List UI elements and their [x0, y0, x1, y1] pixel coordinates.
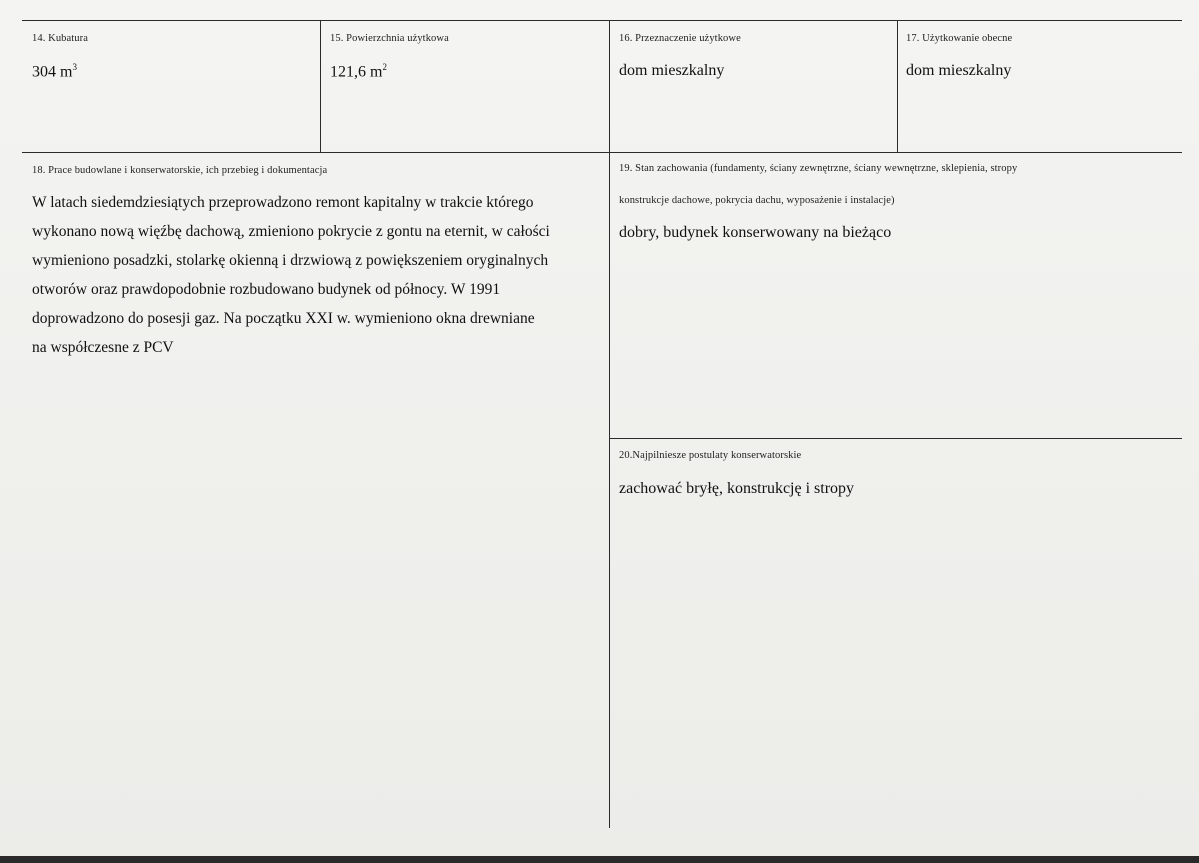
kubatura-value [32, 62, 77, 81]
row-divider-1 [22, 152, 1182, 153]
row-divider-2 [610, 438, 1182, 439]
prace-line-2: wykonano nową więźbę dachową, zmieniono pokrycie z gontu na eternit, w całości [32, 223, 550, 240]
top-border [22, 20, 1182, 21]
col-divider-center [609, 20, 610, 828]
prace-line-5: doprowadzono do posesji gaz. Na początku XXI w. wymieniono okna drewniane [32, 310, 535, 327]
stan-zachowania-label-line2: konstrukcje dachowe, pokrycia dachu, wyposażenie i instalacje) [619, 195, 895, 206]
przeznaczenie-label: 16. Przeznaczenie użytkowe [619, 33, 741, 44]
prace-line-1: W latach siedemdziesiątych przeprowadzono remont kapitalny w trakcie którego [32, 194, 534, 211]
scan-edge [0, 856, 1199, 863]
prace-line-3: wymieniono posadzki, stolarkę okienną i drzwiową z powiększeniem oryginalnych [32, 252, 549, 269]
col-divider-16-17 [897, 20, 898, 152]
prace-budowlane-label: 18. Prace budowlane i konserwatorskie, ich przebieg i dokumentacja [32, 165, 328, 176]
postulaty-value: zachować bryłę, konstrukcję i stropy [619, 480, 855, 497]
prace-line-4: otworów oraz prawdopodobnie rozbudowano budynek od północy. W 1991 [32, 281, 501, 298]
powierzchnia-number: 121,6 m [330, 63, 383, 81]
kubatura-unit-exponent: 3 [72, 62, 77, 72]
powierzchnia-value [330, 62, 387, 81]
stan-zachowania-label-line1: 19. Stan zachowania (fundamenty, ściany zewnętrzne, ściany wewnętrzne, sklepienia, stropy [619, 163, 1018, 174]
prace-line-6: na współczesne z PCV [32, 339, 174, 356]
uzytkowanie-label: 17. Użytkowanie obecne [906, 33, 1013, 44]
powierzchnia-unit-exponent: 2 [382, 62, 387, 72]
powierzchnia-label: 15. Powierzchnia użytkowa [330, 33, 449, 44]
kubatura-number: 304 m [32, 63, 73, 81]
uzytkowanie-value: dom mieszkalny [906, 62, 1012, 79]
kubatura-label: 14. Kubatura [32, 33, 89, 44]
przeznaczenie-value: dom mieszkalny [619, 62, 725, 79]
prace-budowlane-text [32, 188, 550, 362]
postulaty-label: 20.Najpilniesze postulaty konserwatorskie [619, 450, 802, 461]
col-divider-14-15 [320, 20, 321, 152]
stan-zachowania-value: dobry, budynek konserwowany na bieżąco [619, 224, 892, 241]
